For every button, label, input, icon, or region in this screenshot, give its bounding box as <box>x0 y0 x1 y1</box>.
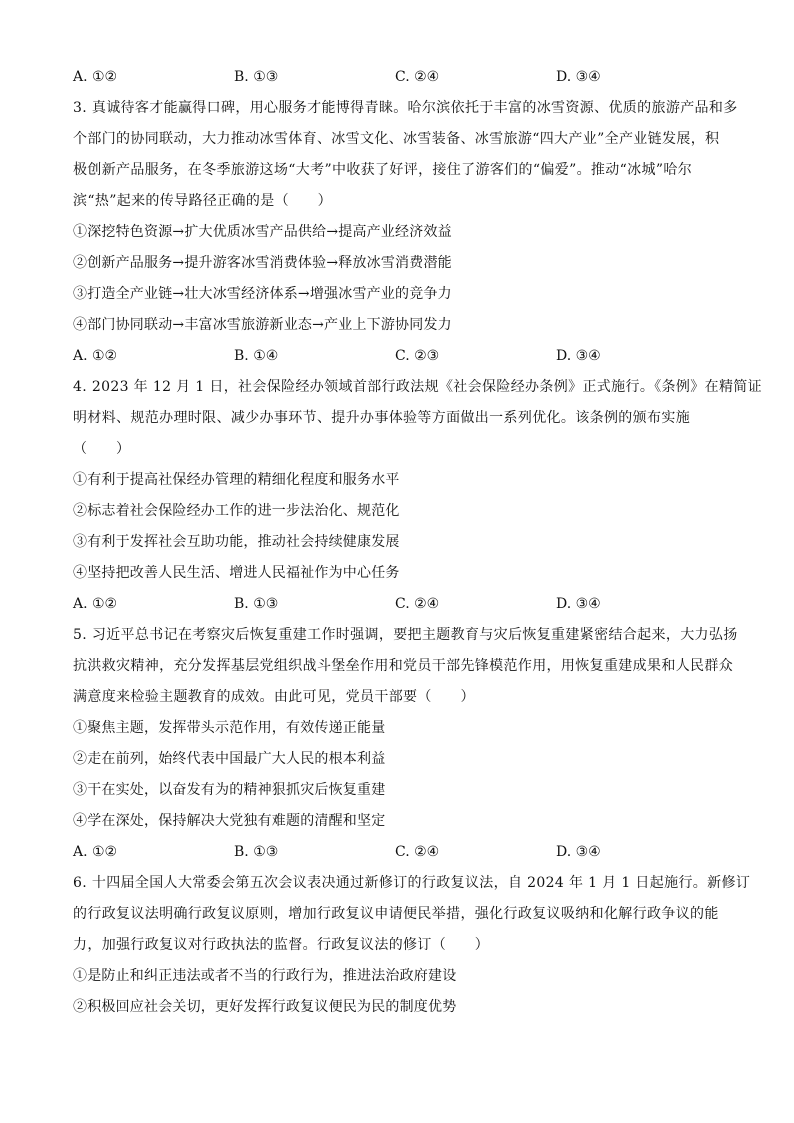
q5-statement-4: ④学在深处，保持解决大党独有难题的清醒和坚定 <box>73 813 386 829</box>
q4-stem-line: 明材料、规范办理时限、减少办事环节、提升办事体验等方面做出一系列优化。该条例的颁布实施 <box>73 410 691 426</box>
q4-stem-line: （ ） <box>73 441 131 457</box>
q3-statement-3: ③打造全产业链→壮大冰雪经济体系→增强冰雪产业的竞争力 <box>73 286 452 302</box>
q5-option-b: B. ①③ <box>234 844 279 860</box>
q6-stem-line: 的行政复议法明确行政复议原则，增加行政复议申请便民举措，强化行政复议吸纳和化解行政争议的能 <box>73 906 719 922</box>
q2-option-a: A. ①② <box>73 69 118 85</box>
q3-statement-1: ①深挖特色资源→扩大优质冰雪产品供给→提高产业经济效益 <box>73 224 452 240</box>
q3-stem-line: 滨“热”起来的传导路径正确的是（ ） <box>73 193 332 209</box>
q3-option-a: A. ①② <box>73 348 118 364</box>
exam-page <box>73 62 763 1023</box>
question-3 <box>73 93 738 372</box>
q4-option-b: B. ①③ <box>234 596 279 612</box>
q6-statement-1: ①是防止和纠正违法或者不当的行政行为，推进法治政府建设 <box>73 968 457 984</box>
q6-statement-2: ②积极回应社会关切，更好发挥行政复议便民为民的制度优势 <box>73 999 457 1015</box>
q4-statement-3: ③有利于发挥社会互助功能，推动社会持续健康发展 <box>73 534 400 550</box>
q3-option-d: D. ③④ <box>556 348 601 364</box>
q5-stem-line: 5. 习近平总书记在考察灾后恢复重建工作时强调，要把主题教育与灾后恢复重建紧密结合起来，大力弘扬 <box>73 627 738 643</box>
q4-statement-1: ①有利于提高社保经办管理的精细化程度和服务水平 <box>73 472 400 488</box>
q4-options <box>73 589 723 620</box>
question-6 <box>73 868 751 1023</box>
q3-stem-line: 3. 真诚待客才能赢得口碑，用心服务才能博得青睐。哈尔滨依托于丰富的冰雪资源、优质的旅游产品和多 <box>73 100 738 116</box>
q5-option-d: D. ③④ <box>556 844 601 860</box>
q4-option-c: C. ②④ <box>395 596 440 612</box>
q3-stem-line: 极创新产品服务，在冬季旅游这场“大考”中收获了好评，接住了游客们的“偏爱”。推动“冰城”哈尔 <box>73 162 693 178</box>
q5-option-a: A. ①② <box>73 844 118 860</box>
q2-option-d: D. ③④ <box>556 69 601 85</box>
q2-option-b: B. ①③ <box>234 69 279 85</box>
q4-option-d: D. ③④ <box>556 596 601 612</box>
q3-statement-2: ②创新产品服务→提升游客冰雪消费体验→释放冰雪消费潜能 <box>73 255 452 271</box>
q4-option-a: A. ①② <box>73 596 118 612</box>
q3-option-b: B. ①④ <box>234 348 279 364</box>
q3-statement-4: ④部门协同联动→丰富冰雪旅游新业态→产业上下游协同发力 <box>73 317 452 333</box>
q5-stem-line: 抗洪救灾精神，充分发挥基层党组织战斗堡垒作用和党员干部先锋模范作用，用恢复重建成果和人民群众 <box>73 658 734 674</box>
q3-option-c: C. ②③ <box>395 348 440 364</box>
q3-options <box>73 341 723 372</box>
q5-statement-1: ①聚焦主题，发挥带头示范作用，有效传递正能量 <box>73 720 386 736</box>
q4-stem-line: 4. 2023 年 12 月 1 日，社会保险经办领域首部行政法规《社会保险经办条例》正式施行。《条例》在精简证 <box>73 379 763 395</box>
q6-stem-line: 力，加强行政复议对行政执法的监督。行政复议法的修订（ ） <box>73 937 490 953</box>
q5-option-c: C. ②④ <box>395 844 440 860</box>
q5-stem-line: 满意度来检验主题教育的成效。由此可见，党员干部要（ ） <box>73 689 475 705</box>
q4-statement-2: ②标志着社会保险经办工作的进一步法治化、规范化 <box>73 503 400 519</box>
q5-statement-2: ②走在前列，始终代表中国最广大人民的根本利益 <box>73 751 386 767</box>
q2-option-c: C. ②④ <box>395 69 440 85</box>
q4-statement-4: ④坚持把改善人民生活、增进人民福祉作为中心任务 <box>73 565 400 581</box>
q5-statement-3: ③干在实处，以奋发有为的精神狠抓灾后恢复重建 <box>73 782 386 798</box>
question-5 <box>73 620 738 868</box>
question-4 <box>73 372 763 620</box>
q5-options <box>73 837 723 868</box>
q2-options <box>73 62 723 93</box>
q6-stem-line: 6. 十四届全国人大常委会第五次会议表决通过新修订的行政复议法，自 2024 年 1 月 1 日起施行。新修订 <box>73 875 751 891</box>
q3-stem-line: 个部门的协同联动，大力推动冰雪体育、冰雪文化、冰雪装备、冰雪旅游“四大产业”全产业链发展，积 <box>73 131 720 147</box>
